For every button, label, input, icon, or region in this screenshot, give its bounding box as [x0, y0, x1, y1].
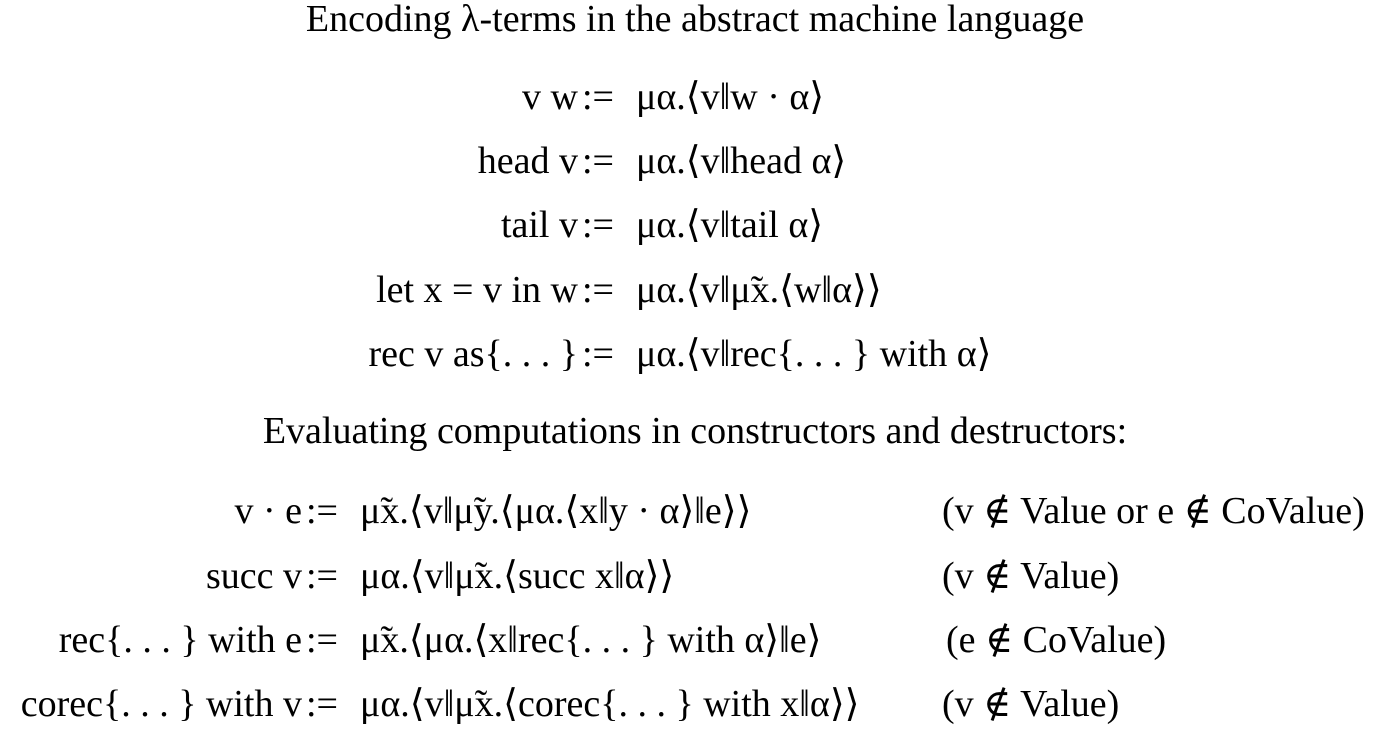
rule-condition: (v ∉ Value): [942, 555, 1120, 597]
evaluating-heading: Evaluating computations in constructors and destructors:: [262, 410, 1128, 452]
rule-condition: (v ∉ Value or e ∉ CoValue): [942, 490, 1365, 532]
assign-symbol: :=: [582, 269, 614, 311]
assign-symbol: :=: [306, 555, 338, 597]
rule-rhs: μα.⟨v‖head α⟩: [636, 140, 847, 182]
rule-rhs: μα.⟨v‖μ̃x.⟨corec{. . . } with x‖α⟩⟩: [360, 683, 860, 725]
evaluation-rule-succ: [0, 557, 1390, 601]
rule-rhs: μα.⟨v‖μ̃x.⟨w‖α⟩⟩: [636, 269, 882, 311]
rule-rhs: μα.⟨v‖tail α⟩: [636, 204, 824, 246]
rule-rhs: μα.⟨v‖μ̃x.⟨succ x‖α⟩⟩: [360, 555, 675, 597]
rule-lhs: v · e: [234, 490, 302, 532]
assign-symbol: :=: [582, 333, 614, 375]
rule-condition: (v ∉ Value): [942, 683, 1120, 725]
encoding-rule-rec: [0, 335, 1390, 379]
assign-symbol: :=: [582, 76, 614, 118]
rule-condition: (e ∉ CoValue): [946, 619, 1167, 661]
rule-lhs: corec{. . . } with v: [20, 683, 302, 725]
rule-lhs: succ v: [205, 555, 302, 597]
rule-rhs: μα.⟨v‖w · α⟩: [636, 76, 825, 118]
encoding-heading: Encoding λ-terms in the abstract machine language: [305, 0, 1085, 40]
assign-symbol: :=: [306, 490, 338, 532]
rule-lhs: v w: [522, 76, 578, 118]
assign-symbol: :=: [582, 140, 614, 182]
assign-symbol: :=: [306, 683, 338, 725]
encoding-rule-application: [0, 78, 1390, 122]
rule-rhs: μ̃x.⟨μα.⟨x‖rec{. . . } with α⟩‖e⟩: [360, 619, 822, 661]
rule-rhs: μα.⟨v‖rec{. . . } with α⟩: [636, 333, 992, 375]
rule-lhs: rec{. . . } with e: [58, 619, 302, 661]
rule-lhs: head v: [477, 140, 578, 182]
encoding-rule-let: [0, 271, 1390, 315]
encoding-rule-tail: [0, 206, 1390, 250]
rule-lhs: tail v: [500, 204, 578, 246]
rule-lhs: rec v as{. . . }: [368, 333, 578, 375]
evaluation-rule-rec: [0, 621, 1390, 665]
encoding-rule-head: [0, 142, 1390, 186]
evaluation-rule-cons: [0, 492, 1390, 536]
assign-symbol: :=: [582, 204, 614, 246]
rule-rhs: μ̃x.⟨v‖μ̃y.⟨μα.⟨x‖y · α⟩‖e⟩⟩: [360, 490, 752, 532]
assign-symbol: :=: [306, 619, 338, 661]
rule-lhs: let x = v in w: [376, 269, 578, 311]
evaluation-rule-corec: [0, 685, 1390, 729]
